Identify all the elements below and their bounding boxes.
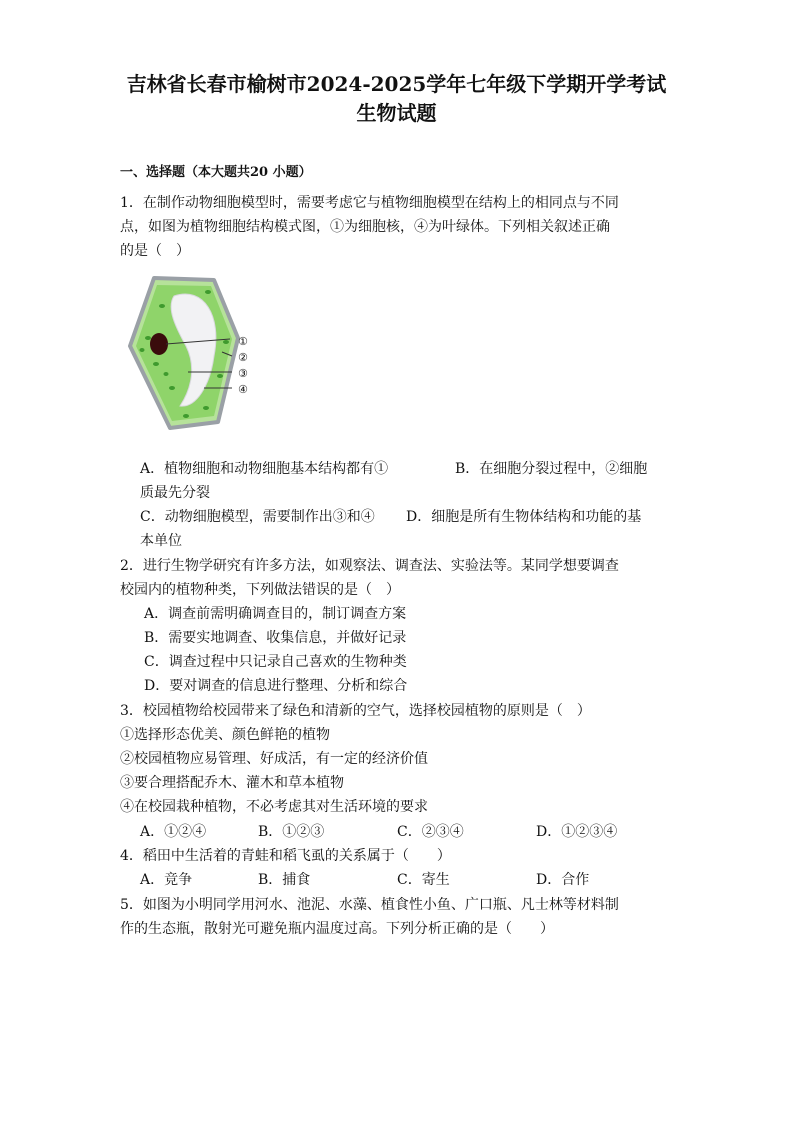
q1-stem-line1: 1．在制作动物细胞模型时，需要考虑它与植物细胞模型在结构上的相同点与不同 <box>120 195 619 211</box>
figure-label-2: ② <box>238 351 248 364</box>
q1-option-b-line1: B．在细胞分裂过程中，②细胞 <box>455 461 648 477</box>
document-title-line2: 生物试题 <box>356 101 437 125</box>
q4-option-b: B．捕食 <box>258 872 311 888</box>
q4-option-a: A．竞争 <box>140 872 193 888</box>
document-title-line1: 吉林省长春市榆树市2024-2025学年七年级下学期开学考试 <box>126 72 667 96</box>
q1-option-b-line2: 质最先分裂 <box>140 485 210 501</box>
q3-statement-4: ④在校园栽种植物，不必考虑其对生活环境的要求 <box>120 799 428 815</box>
figure-label-3: ③ <box>238 367 248 380</box>
q1-option-a: A．植物细胞和动物细胞基本结构都有① <box>140 461 389 477</box>
q5-stem-line2: 作的生态瓶，散射光可避免瓶内温度过高。下列分析正确的是（ ） <box>120 921 554 937</box>
q2-stem-line2: 校园内的植物种类，下列做法错误的是（ ） <box>120 582 400 598</box>
nucleus <box>150 333 168 355</box>
q2-option-b: B．需要实地调查、收集信息，并做好记录 <box>144 630 407 646</box>
q3-statement-3: ③要合理搭配乔木、灌木和草本植物 <box>120 775 344 791</box>
q1-option-d-line1: D．细胞是所有生物体结构和功能的基 <box>406 509 642 525</box>
q2-option-c: C．调查过程中只记录自己喜欢的生物种类 <box>144 654 407 670</box>
q2-stem-line1: 2．进行生物学研究有许多方法，如观察法、调查法、实验法等。某同学想要调查 <box>120 558 619 574</box>
q4-stem: 4．稻田中生活着的青蛙和稻飞虱的关系属于（ ） <box>120 848 451 864</box>
q4-option-c: C．寄生 <box>397 872 450 888</box>
q3-option-d: D．①②③④ <box>536 824 618 840</box>
q1-stem-line3: 的是（ ） <box>120 243 190 259</box>
q1-option-c: C．动物细胞模型，需要制作出③和④ <box>140 509 375 525</box>
figure-label-1: ① <box>238 335 248 348</box>
q5-stem-line1: 5．如图为小明同学用河水、池泥、水藻、植食性小鱼、广口瓶、凡士林等材料制 <box>120 897 619 913</box>
q3-option-b: B．①②③ <box>258 824 325 840</box>
section-heading: 一、选择题（本大题共20 小题） <box>120 165 312 180</box>
q1-stem-line2: 点，如图为植物细胞结构模式图，①为细胞核，④为叶绿体。下列相关叙述正确 <box>120 219 610 235</box>
q1-option-d-line2: 本单位 <box>140 533 182 549</box>
q2-option-d: D．要对调查的信息进行整理、分析和综合 <box>144 678 408 694</box>
q3-statement-2: ②校园植物应易管理、好成活，有一定的经济价值 <box>120 751 428 767</box>
q3-stem: 3．校园植物给校园带来了绿色和清新的空气，选择校园植物的原则是（ ） <box>120 703 591 719</box>
q4-option-d: D．合作 <box>536 872 590 888</box>
q3-option-a: A．①②④ <box>140 824 207 840</box>
figure-label-4: ④ <box>238 383 248 396</box>
q3-statement-1: ①选择形态优美、颜色鲜艳的植物 <box>120 727 330 743</box>
q3-option-c: C．②③④ <box>397 824 464 840</box>
q2-option-a: A．调查前需明确调查目的，制订调查方案 <box>144 606 407 622</box>
